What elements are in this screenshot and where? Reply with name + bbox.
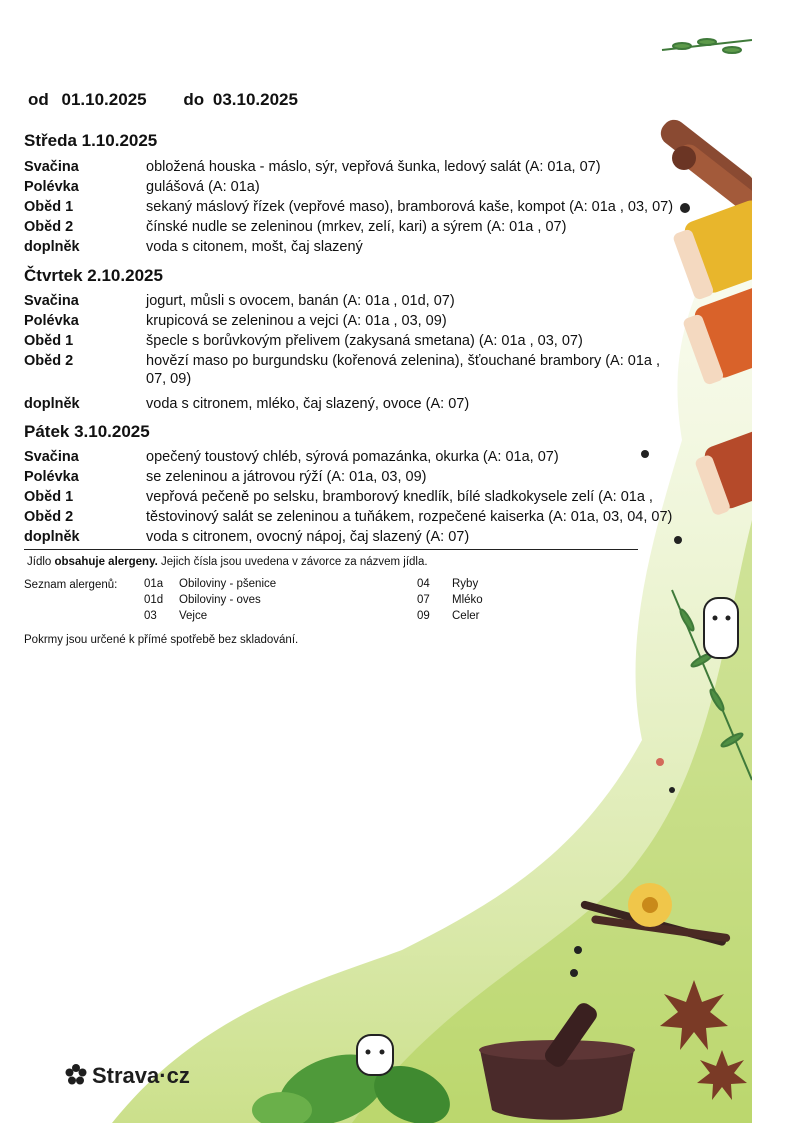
notice-bold: obsahuje alergeny. [54,556,158,568]
to-date: 03.10.2025 [212,90,298,109]
allergen-name: Celer [452,610,480,622]
mascot-bottom-icon [357,1035,393,1075]
allergen-notice [27,555,428,570]
meal-text: jogurt, můsli s ovocem, banán (A: 01a , 01d, 07) [146,293,455,309]
meal-text: čínské nudle se zeleninou (mrkev, zelí, kari) a sýrem (A: 01a , 07) [146,219,567,235]
allergen-name: Vejce [179,610,208,622]
meal-text: gulášová (A: 01a) [146,179,260,195]
from-date: 01.10.2025 [61,90,147,109]
meal-text: hovězí maso po burgundsku (kořenová zelenina), šťouchané brambory (A: 01a , [146,353,661,369]
meal-text: voda s citronem, mléko, čaj slazený, ovoce (A: 07) [146,396,470,412]
strava-logo [64,1063,190,1089]
meal-label: Oběd 1 [24,199,74,215]
allergen-name: Ryby [452,578,479,590]
allergen-code: 01a [144,578,164,590]
allergen-name: Obiloviny - pšenice [179,578,277,590]
menu-page [22,20,752,1123]
meal-label: doplněk [24,239,80,255]
day-title: Pátek 3.10.2025 [24,422,150,441]
meal-text: těstovinový salát se zeleninou a tuňákem, rozpečené kaiserka (A: 01a, 03, 04, 07) [146,509,673,525]
from-label: od [28,90,49,109]
rosemary-top-icon [662,39,752,53]
meal-label: Oběd 1 [24,489,74,505]
meal-text: vepřová pečeně po selsku, bramborový knedlík, bílé sladkokysele zelí (A: 01a , [146,489,653,505]
meal-label: doplněk [24,529,80,545]
meal-text: krupicová se zeleninou a vejci (A: 01a , 03, 09) [146,313,447,329]
storage-note: Pokrmy jsou určené k přímé spotřebě bez skladování. [24,634,299,646]
notice-prefix: Jídlo [27,556,55,568]
meal-label: doplněk [24,396,80,412]
allergen-code: 04 [417,578,430,590]
meal-label: Svačina [24,159,79,175]
meal-text: voda s citronem, ovocný nápoj, čaj slazený (A: 07) [146,529,470,545]
logo-flower-icon [64,1063,88,1087]
divider [24,549,638,550]
meal-label: Oběd 1 [24,333,74,349]
meal-label: Oběd 2 [24,353,74,369]
allergen-code: 09 [417,610,430,622]
allergen-name: Obiloviny - oves [179,594,261,606]
allergen-list-label: Seznam alergenů: [24,579,118,591]
meal-text: špecle s borůvkovým přelivem (zakysaná smetana) (A: 01a , 03, 07) [146,333,583,349]
day-title: Čtvrtek 2.10.2025 [24,266,163,285]
meal-label: Oběd 2 [24,509,74,525]
meal-label: Svačina [24,449,79,465]
notice-suffix: Jejich čísla jsou uvedena v závorce za názvem jídla. [157,556,428,568]
mascot-icon [704,598,738,658]
meal-text: voda s citonem, mošt, čaj slazený [146,239,363,255]
allergen-code: 01d [144,594,164,606]
allergen-name: Mléko [452,594,483,606]
day-title: Středa 1.10.2025 [24,131,158,150]
meal-text: sekaný máslový řízek (vepřové maso), bramborová kaše, kompot (A: 01a , 03, 07) [146,199,674,215]
meal-label: Svačina [24,293,79,309]
meal-label: Polévka [24,313,79,329]
meal-text: se zeleninou a játrovou rýží (A: 01a, 03, 09) [146,469,427,485]
meal-text: opečený toustový chléb, sýrová pomazánka, okurka (A: 01a, 07) [146,449,559,465]
logo-text: Strava·cz [92,1063,190,1088]
meal-label: Polévka [24,179,79,195]
allergen-code: 07 [417,594,430,606]
meal-label: Polévka [24,469,79,485]
allergen-code: 03 [144,610,157,622]
meal-text: obložená houska - máslo, sýr, vepřová šunka, ledový salát (A: 01a, 07) [146,159,601,175]
meal-label: Oběd 2 [24,219,74,235]
to-label: do [183,90,205,109]
period-header [28,90,298,110]
meal-text: 07, 09) [146,371,192,387]
